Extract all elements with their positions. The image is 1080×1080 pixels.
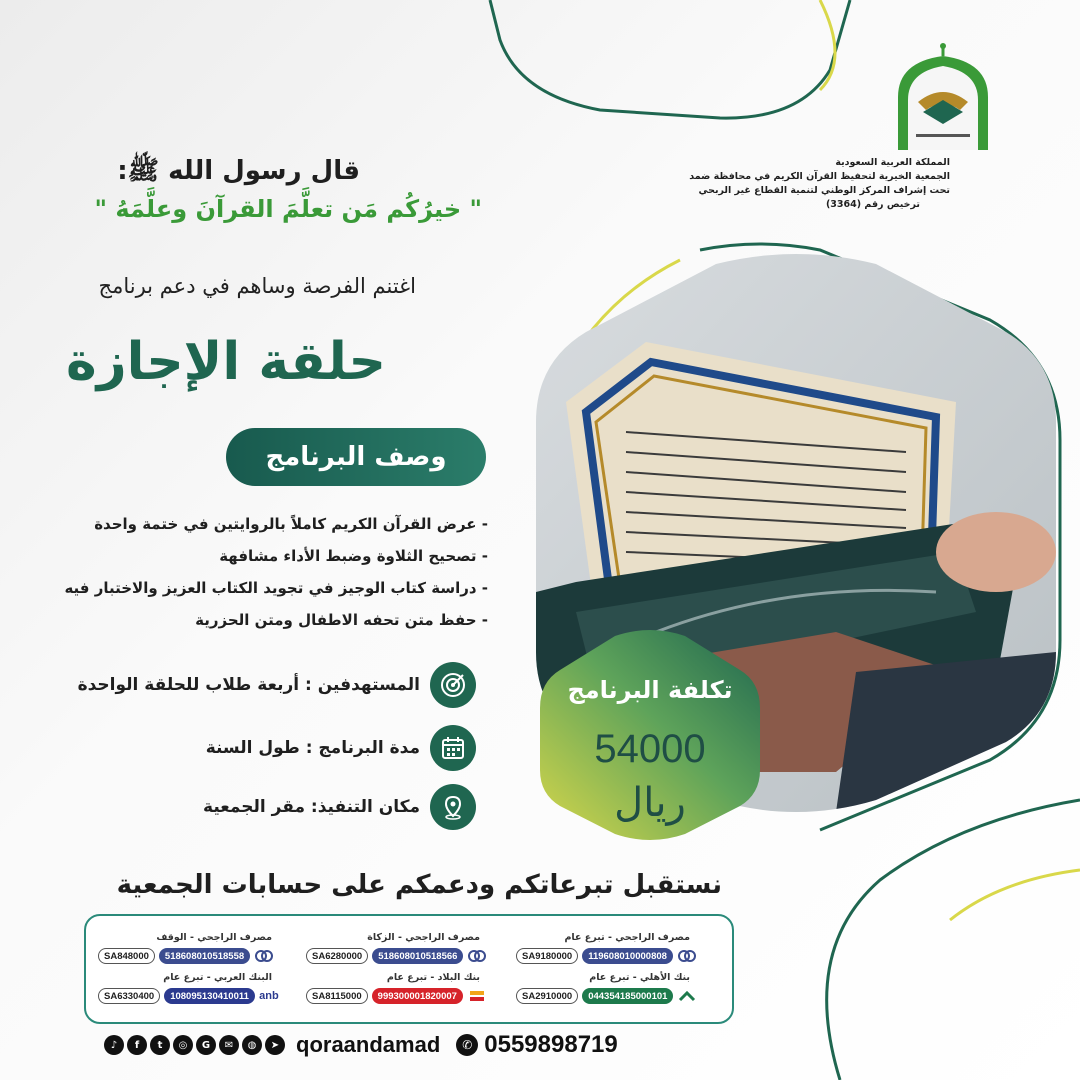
ahli-logo	[677, 988, 697, 1004]
account-prefix[interactable]: SA6280000	[306, 948, 368, 964]
rajhi-logo	[254, 948, 274, 964]
organization-info	[689, 156, 950, 212]
iban-number[interactable]: 119608010000808	[582, 948, 673, 964]
twitter-icon[interactable]: t	[150, 1035, 170, 1055]
account-prefix[interactable]: SA2910000	[516, 988, 578, 1004]
hadith-text: " خيرُكُم مَن تعلَّمَ القرآنَ وعلَّمَهُ "	[94, 195, 482, 223]
list-item: - عرض القرآن الكريم كاملاً بالروايتين في ختمة واحدة	[94, 515, 488, 533]
account-prefix[interactable]: SA848000	[98, 948, 155, 964]
social-handle[interactable]: qoraandamad	[296, 1032, 441, 1057]
org-license: ترخيص رقم (3364)	[825, 199, 920, 210]
rajhi-logo	[677, 948, 697, 964]
telegram-icon[interactable]: ➤	[265, 1035, 285, 1055]
info-location-text: مكان التنفيذ: مقر الجمعية	[203, 797, 420, 817]
invite-text: اغتنم الفرصة وساهم في دعم برنامج	[98, 274, 416, 298]
program-title: حلقة الإجازة	[66, 332, 386, 392]
hadith-intro: قال رسول الله ﷺ:	[117, 156, 360, 186]
info-location	[203, 784, 476, 830]
org-country: المملكة العربية السعودية	[835, 157, 950, 168]
iban-number[interactable]: 108095130410011	[164, 988, 255, 1004]
list-item: - دراسة كتاب الوجيز في تجويد الكتاب العزيز والاختبار فيه	[64, 579, 488, 597]
bank-account-ahli-general	[516, 972, 716, 1004]
bank-account-rajhi-general	[516, 932, 716, 964]
cost-currency: ريال	[614, 780, 686, 826]
bank-name: بنك الأهلي - تبرع عام	[589, 972, 690, 983]
globe-icon[interactable]: ◍	[242, 1035, 262, 1055]
bank-name: بنك البلاد - تبرع عام	[386, 972, 480, 983]
iban-number[interactable]: 518608010518558	[159, 948, 250, 964]
iban-number[interactable]: 518608010518566	[372, 948, 463, 964]
list-item: - حفظ متن تحفه الاطفال ومتن الحزرية	[195, 611, 488, 629]
info-duration	[206, 725, 476, 771]
list-item: - تصحيح الثلاوة وضبط الأداء مشافهة	[219, 547, 488, 565]
info-target	[78, 662, 476, 708]
bank-account-albilad-general	[306, 972, 506, 1004]
bank-account-rajhi-zakat	[306, 932, 506, 964]
anb-logo: anb	[259, 990, 279, 1002]
org-supervision: تحت إشراف المركز الوطني لتنمية القطاع غير الربحي	[698, 185, 950, 196]
donate-title: نستقبل تبرعاتكم ودعمكم على حسابات الجمعية	[116, 870, 722, 900]
iban-number[interactable]: 044354185000101	[582, 988, 673, 1004]
org-name: الجمعية الخيرية لتحفيظ القرآن الكريم في محافظة ضمد	[689, 171, 950, 182]
account-prefix[interactable]: SA6330400	[98, 988, 160, 1004]
bank-account-arab-general	[98, 972, 298, 1004]
cost-label: تكلفة البرنامج	[567, 676, 733, 704]
phone-number[interactable]: 0559898719	[484, 1031, 618, 1058]
cost-value: 54000	[594, 727, 706, 771]
description-heading	[226, 428, 486, 486]
bank-name: مصرف الراجحي - تبرع عام	[564, 932, 690, 943]
account-prefix[interactable]: SA9180000	[516, 948, 578, 964]
info-target-text: المستهدفين : أربعة طلاب للحلقة الواحدة	[77, 675, 420, 695]
info-duration-text: مدة البرنامج : طول السنة	[205, 738, 420, 758]
target-icon	[430, 662, 476, 708]
location-pin-icon	[430, 784, 476, 830]
instagram-icon[interactable]: ◎	[173, 1035, 193, 1055]
tiktok-icon[interactable]: ♪	[104, 1035, 124, 1055]
association-logo	[888, 42, 998, 152]
bank-name: مصرف الراجحي - الزكاة	[367, 932, 480, 943]
contact-bar	[104, 1028, 714, 1062]
bank-account-rajhi-waqf	[98, 932, 298, 964]
calendar-icon	[430, 725, 476, 771]
bank-accounts	[84, 914, 734, 1024]
albilad-logo	[467, 988, 487, 1004]
email-icon[interactable]: ✉	[219, 1035, 239, 1055]
google-plus-icon[interactable]: G	[196, 1035, 216, 1055]
iban-number[interactable]: 999300001820007	[372, 988, 463, 1004]
program-bullets	[64, 512, 488, 640]
facebook-icon[interactable]: f	[127, 1035, 147, 1055]
description-heading-label: وصف البرنامج	[265, 442, 447, 472]
bank-name: مصرف الراجحي - الوقف	[156, 932, 272, 943]
bank-name: البنك العربي - تبرع عام	[163, 972, 272, 983]
account-prefix[interactable]: SA8115000	[306, 988, 368, 1004]
whatsapp-icon[interactable]: ✆	[456, 1034, 478, 1056]
rajhi-logo	[467, 948, 487, 964]
